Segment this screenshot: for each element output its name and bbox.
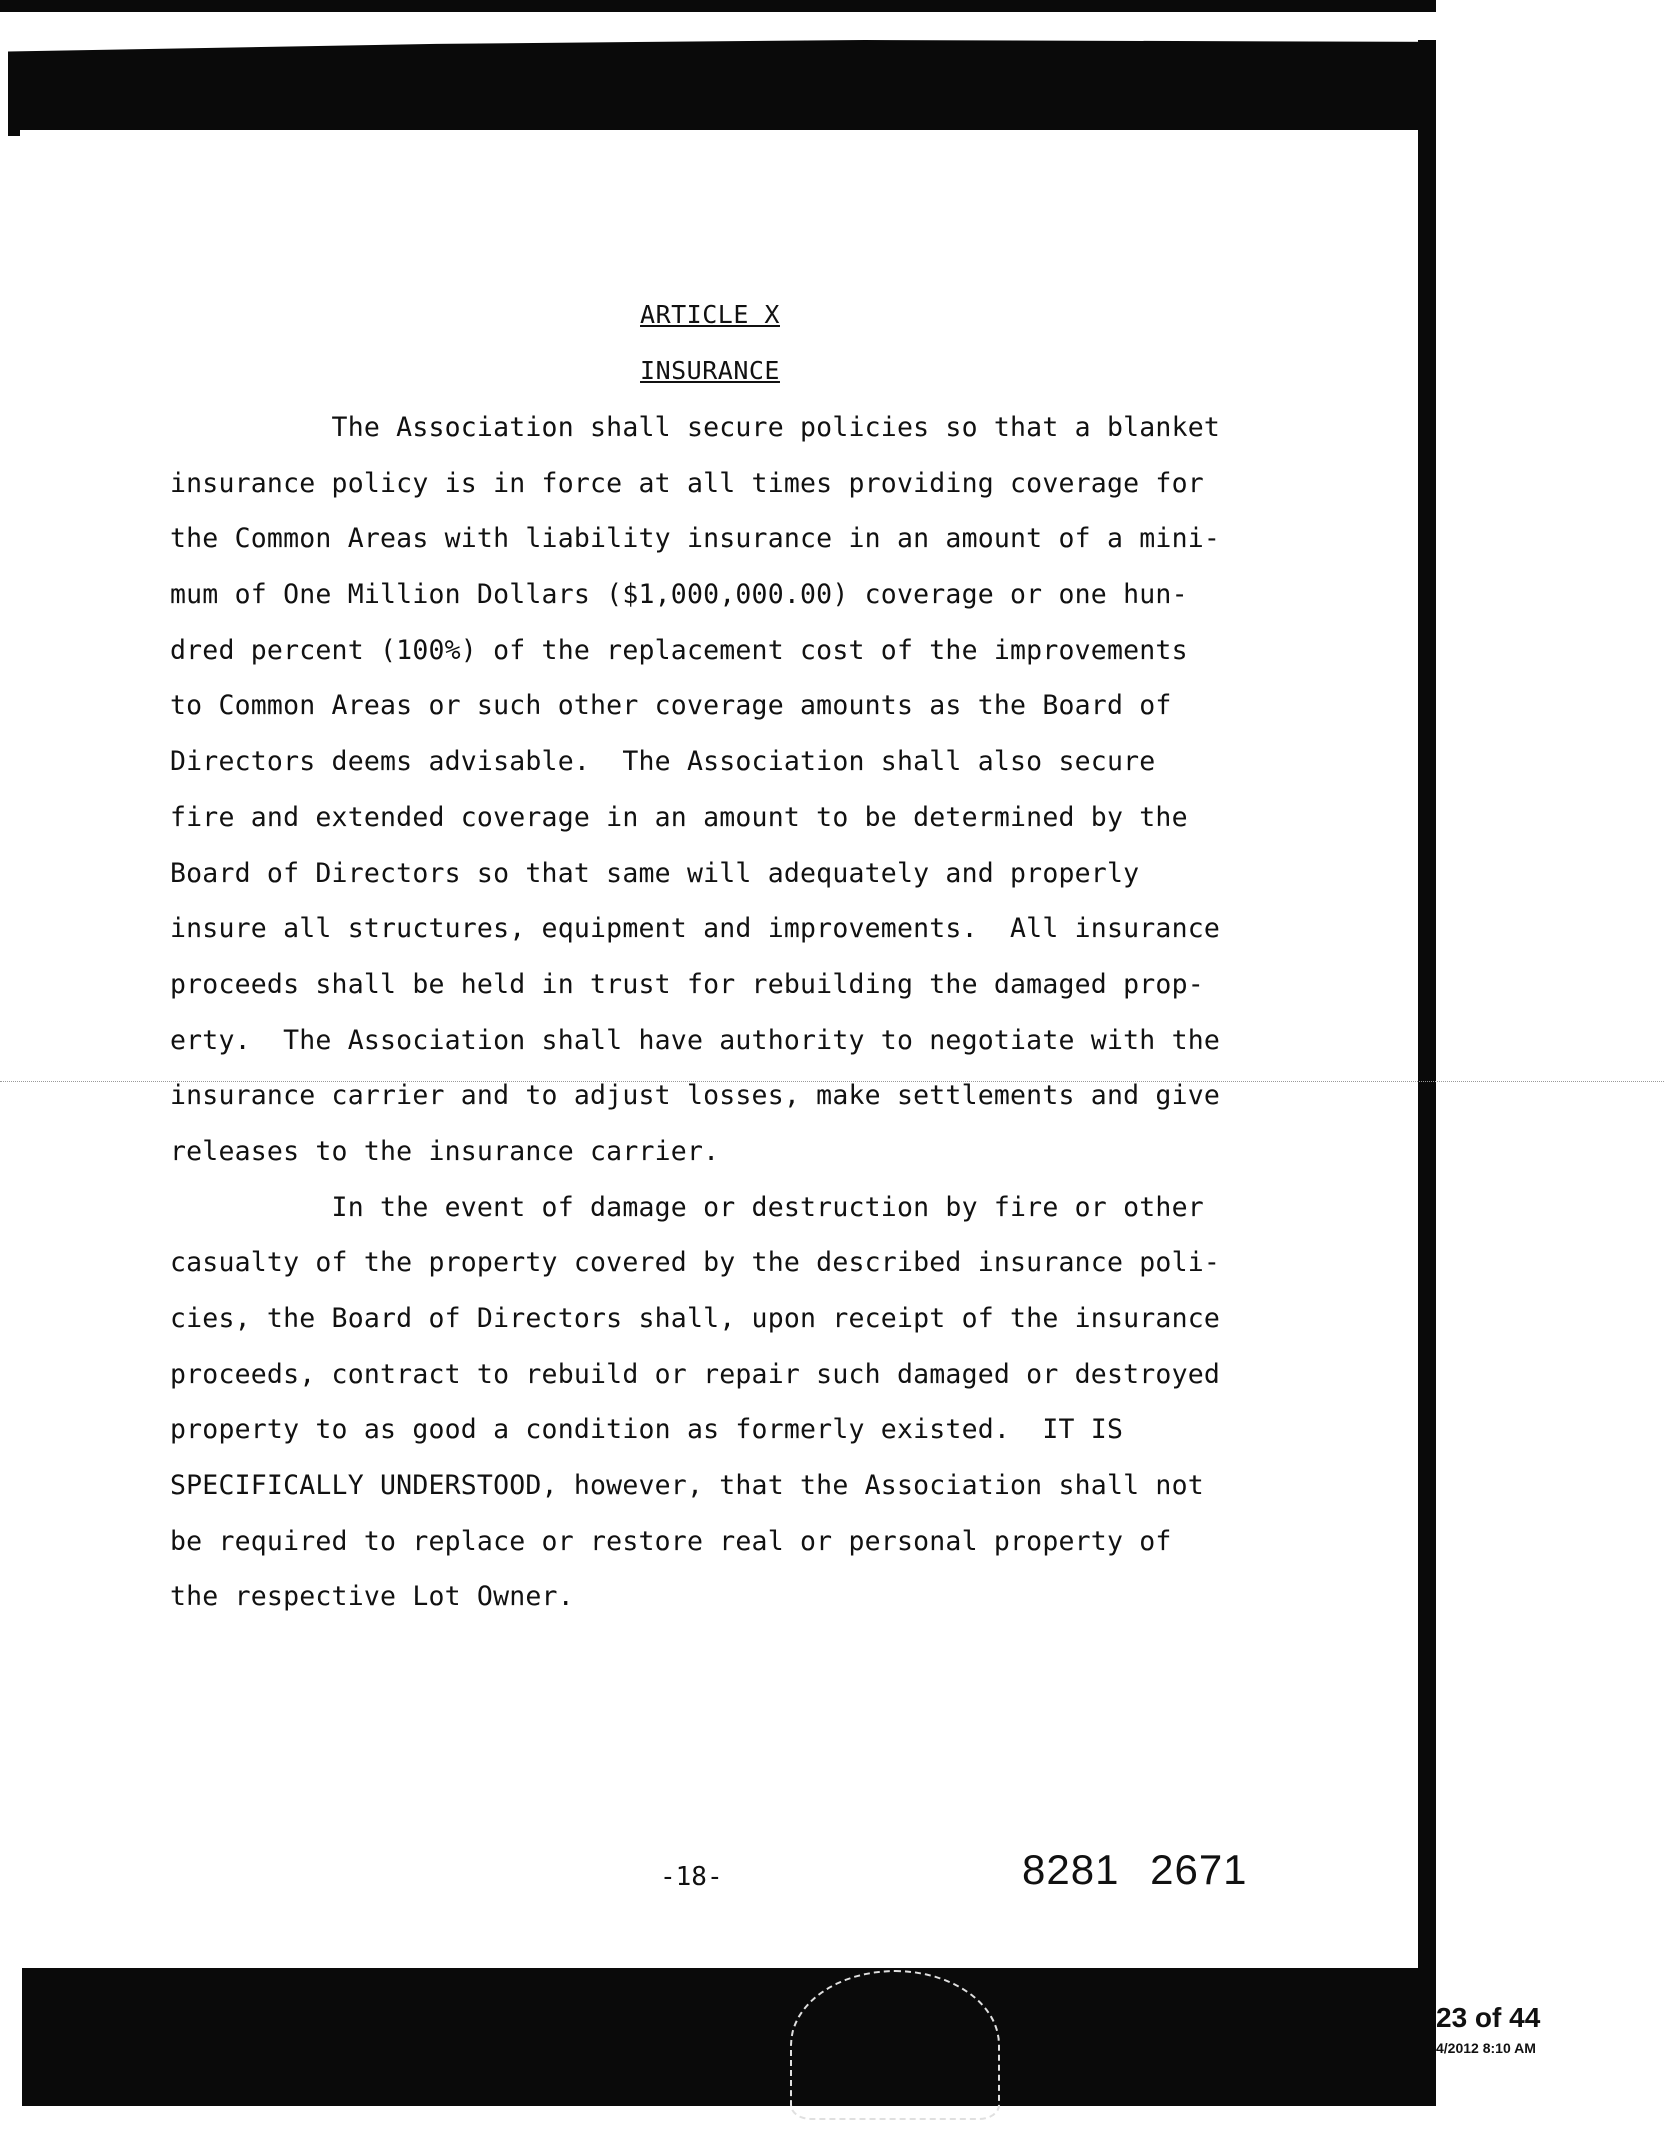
scan-artifact — [790, 1970, 1000, 2120]
print-timestamp: 4/2012 8:10 AM — [1436, 2040, 1536, 2056]
page-number: -18- — [660, 1862, 723, 1892]
body-line: In the event of damage or destruction by fire or other — [170, 1191, 1204, 1223]
scan-top-edge — [0, 0, 1436, 12]
body-line: cies, the Board of Directors shall, upon receipt of the insurance — [170, 1303, 1221, 1334]
body-line: insurance policy is in force at all times providing coverage for — [170, 467, 1204, 499]
body-line: SPECIFICALLY UNDERSTOOD, however, that the Association shall not — [170, 1470, 1204, 1502]
body-line: fire and extended coverage in an amount to be determined by the — [170, 801, 1188, 833]
body-line: Directors deems advisable. The Association shall also secure — [170, 746, 1156, 778]
body-line: Board of Directors so that same will adequately and properly — [170, 857, 1140, 889]
body-line: to Common Areas or such other coverage amounts as the Board of — [170, 690, 1172, 722]
body-line: insurance carrier and to adjust losses, make settlements and give — [170, 1080, 1221, 1112]
page-counter: 23 of 44 — [1436, 2002, 1541, 2033]
body-line: releases to the insurance carrier. — [170, 1135, 720, 1167]
body-line: proceeds shall be held in trust for rebuilding the damaged prop- — [170, 968, 1204, 1000]
body-line: casualty of the property covered by the described insurance poli- — [170, 1247, 1221, 1279]
scan-top-border — [8, 40, 1436, 136]
body-line: erty. The Association shall have authority to negotiate with the — [170, 1024, 1221, 1056]
body-line: the Common Areas with liability insurance in an amount of a mini- — [170, 523, 1221, 555]
body-line: The Association shall secure policies so that a blanket — [170, 412, 1221, 443]
body-line: proceeds, contract to rebuild or repair such damaged or destroyed — [170, 1358, 1221, 1390]
body-line: insure all structures, equipment and improvements. All insurance — [170, 913, 1221, 945]
scan-right-border — [1418, 40, 1436, 2106]
article-title: INSURANCE — [640, 356, 780, 385]
article-number: ARTICLE X — [640, 300, 780, 329]
book-page-stamp: 8281 2671 — [1022, 1846, 1248, 1893]
body-line: be required to replace or restore real or personal property of — [170, 1525, 1172, 1557]
body-line: property to as good a condition as formerly existed. IT IS — [170, 1414, 1124, 1446]
body-line: dred percent (100%) of the replacement cost of the improvements — [170, 634, 1188, 666]
body-line: mum of One Million Dollars ($1,000,000.00) coverage or one hun- — [170, 579, 1188, 611]
article-body — [170, 400, 1270, 1625]
body-line: the respective Lot Owner. — [170, 1581, 574, 1613]
scan-bottom-border — [22, 1966, 1436, 2106]
